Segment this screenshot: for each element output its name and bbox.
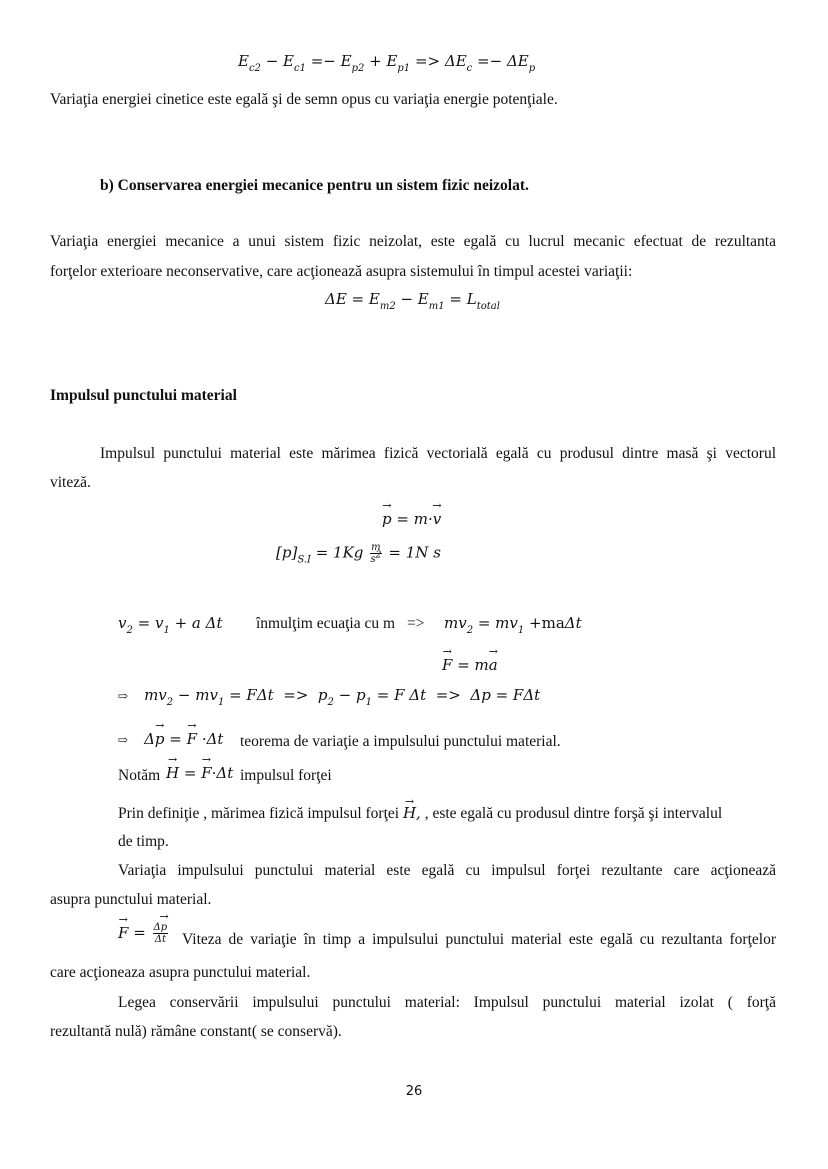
mass-velocity-equation: $mv_2 = mv_1 +ma\Delta t$ xyxy=(444,614,582,636)
energy-relation-equation: $E_{c2} - E_{c1} =- E_{p2} + E_{p1} => \Delta E_c =- \Delta E_p$ xyxy=(238,52,536,74)
conservation-text-line1: Legea conservării impulsului punctului material: Impulsul punctului material izolat ( forţă xyxy=(118,994,776,1011)
velocity-relation-text: înmulţim ecuaţia cu m xyxy=(256,615,396,632)
force-impulse-def-b: , este egală cu produsul dintre forşă şi intervalul xyxy=(424,805,723,822)
theorem-equation: ⇨ Δ→ p = → F ·Δt xyxy=(118,730,223,748)
momentum-definition-equation: → p = m·→ v xyxy=(382,510,441,528)
impulse-definition-line1: Impulsul punctului material este mărimea fizică vectorială egală cu produsul dintre masă şi vectorul xyxy=(100,445,776,462)
momentum-change-equation: ⇨ $mv_2 - mv_1 = F\Delta t => p_2 - p_1 = F$ Δt => Δp = FΔt xyxy=(118,686,541,708)
mechanical-energy-equation: $\Delta E = E_{m2} - E_{m1} = L_{total}$ xyxy=(325,290,500,312)
impulse-equation: → H = → F·Δt xyxy=(166,764,233,782)
nonisolated-text-line1: Variaţia energiei mecanice a unui sistem fizic neizolat, este egală cu lucrul mecanic efectuat de rezultanta xyxy=(50,233,776,250)
newton-second-equation: → F = m→ a xyxy=(442,656,498,674)
impulse-label: impulsul forţei xyxy=(240,767,332,784)
rate-text-line2: care acţioneaza asupra punctului material. xyxy=(50,964,311,981)
arrow-bullet-icon: ⇨ xyxy=(118,733,129,747)
impulse-heading: Impulsul punctului material xyxy=(50,387,237,404)
rate-text-line1: Viteza de variaţie în timp a impulsului punctului material este egală cu rezultanta forţelor xyxy=(182,931,776,948)
force-rate-equation: → F = $\frac{\Delta\to p}{\Delta t}$ xyxy=(118,922,170,945)
force-impulse-def-a: Prin definiţie , mărimea fizică impulsul forţei xyxy=(118,805,400,822)
impulse-definition-line2: viteză. xyxy=(50,474,91,491)
momentum-unit-equation: $[p]_{S.I} = 1Kg$ $\frac{m}{s^2}$ = 1N s xyxy=(276,542,441,566)
section-b-heading: b) Conservarea energiei mecanice pentru un sistem fizic neizolat. xyxy=(100,177,529,194)
velocity-relation-equation: $v_2 = v_1 + a$ Δt xyxy=(118,614,223,636)
force-impulse-definition-line2: de timp. xyxy=(118,833,169,850)
arrow-bullet-icon: ⇨ xyxy=(118,689,129,703)
conservation-text-line2: rezultantă nulă) rămâne constant( se conservă). xyxy=(50,1023,342,1040)
variation-text-line2: asupra punctului material. xyxy=(50,891,212,908)
nonisolated-text-line2: forţelor exterioare neconservative, care acţionează asupra sistemului în timpul acestei variaţii: xyxy=(50,263,633,280)
implies-arrow: => xyxy=(407,615,425,632)
page-number: 26 xyxy=(405,1084,423,1099)
theorem-label: teorema de variaţie a impulsului punctului material. xyxy=(240,733,561,750)
impulse-prefix: Notăm xyxy=(118,767,161,784)
impulse-symbol: → H, xyxy=(403,804,421,822)
variation-text-line1: Variaţia impulsului punctului material este egală cu impulsul forţei rezultante care acţionează xyxy=(118,862,776,879)
kinetic-variation-text: Variaţia energiei cinetice este egală şi de semn opus cu variaţia energie potenţiale. xyxy=(50,91,558,108)
force-impulse-definition-line1 xyxy=(118,803,776,824)
